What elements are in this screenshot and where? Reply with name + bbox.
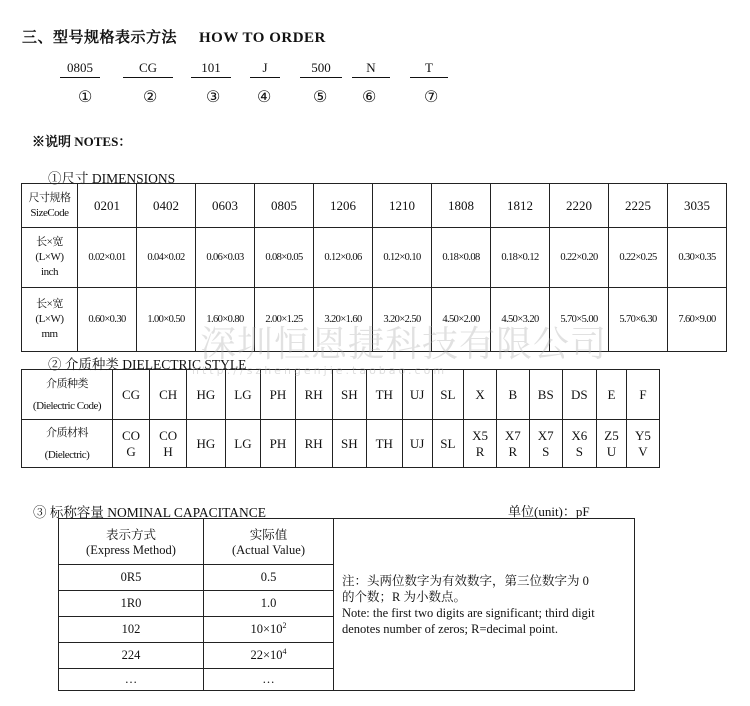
note-cn-2: 的个数；R 为小数点。 — [342, 589, 466, 604]
inch-cell: 0.08×0.05 — [255, 228, 314, 288]
material-top: Y5 — [635, 427, 651, 443]
capacitance-table — [58, 518, 635, 691]
dielectric-code-cell: E — [596, 370, 626, 420]
note-en-2: denotes number of zeros; R=decimal point. — [342, 621, 559, 636]
mm-cell: 2.00×1.25 — [255, 288, 314, 352]
size-cell: 0603 — [196, 184, 255, 228]
mm-cell: 1.60×0.80 — [196, 288, 255, 352]
actual-cell: … — [204, 669, 334, 691]
inch-cell: 0.06×0.03 — [196, 228, 255, 288]
actual-header-cn: 实际值 — [249, 528, 288, 542]
dielectric-code-cell: BS — [529, 370, 562, 420]
watermark-text: 深圳恒恩捷科技有限公司 — [200, 324, 608, 365]
inch-cell: 0.22×0.25 — [609, 228, 668, 288]
size-cell: 2225 — [609, 184, 668, 228]
actual-value: 10×10 — [250, 622, 283, 637]
express-header — [59, 519, 204, 565]
material-top: X5 — [472, 427, 488, 443]
dielectric-code-cell: SH — [332, 370, 366, 420]
title-en: HOW TO ORDER — [199, 30, 326, 46]
dielectric-material-cell: SL — [432, 420, 463, 468]
actual-exponent: 4 — [282, 647, 287, 657]
inch-cell: 0.18×0.08 — [432, 228, 491, 288]
mm-cell: 7.60×9.00 — [668, 288, 727, 352]
express-cell: 0R5 — [59, 565, 204, 591]
table-row — [59, 519, 635, 565]
dielectric-material-cell — [596, 420, 626, 468]
actual-header-en: (Actual Value) — [231, 543, 305, 557]
dielectric-code-header-en: (Dielectric Code) — [32, 399, 102, 412]
dielectric-material-cell: SH — [332, 420, 366, 468]
table-row — [22, 420, 660, 468]
dielectric-code-cell: F — [627, 370, 660, 420]
dielectric-material-cell — [562, 420, 596, 468]
material-bottom: S — [542, 443, 550, 459]
dielectric-code-cell: CG — [113, 370, 150, 420]
size-cell: 1808 — [432, 184, 491, 228]
mm-cell: 1.00×0.50 — [137, 288, 196, 352]
capacitance-unit: 单位(unit)：pF — [508, 504, 590, 519]
dielectric-material-cell — [496, 420, 529, 468]
material-top: CO — [159, 427, 178, 443]
mm-cell: 4.50×2.00 — [432, 288, 491, 352]
dielectric-code-cell: CH — [150, 370, 187, 420]
order-num-2: ② — [143, 89, 158, 106]
material-top: X7 — [504, 427, 521, 443]
mm-header-1: 长×宽 — [36, 298, 63, 310]
material-top: X6 — [571, 427, 588, 443]
material-top: CO — [122, 427, 141, 443]
size-header-cn: 尺寸规格 — [28, 191, 71, 204]
order-num-7: ⑦ — [424, 89, 439, 106]
capacitance-note — [334, 519, 635, 691]
title-cn: 三、型号规格表示方法 — [22, 30, 178, 46]
order-code-termination: N — [352, 60, 390, 78]
dimensions-label: ①尺寸 DIMENSIONS — [48, 171, 176, 186]
dielectric-material-header-en: (Dielectric) — [44, 448, 90, 461]
actual-value: 22×10 — [250, 648, 283, 663]
dielectric-material-cell: LG — [225, 420, 261, 468]
watermark-url: http://szhengenjie.taobao.com — [192, 364, 448, 377]
order-code-voltage: 500 — [300, 60, 342, 78]
order-code-tolerance: J — [250, 60, 280, 78]
dielectric-material-cell: UJ — [402, 420, 432, 468]
dielectric-code-cell: B — [496, 370, 529, 420]
dielectric-material-cell — [464, 420, 497, 468]
inch-cell: 0.22×0.20 — [550, 228, 609, 288]
material-bottom: V — [638, 443, 648, 459]
notes-label: ※说明 NOTES： — [32, 134, 132, 149]
table-row — [22, 370, 660, 420]
size-cell: 1210 — [373, 184, 432, 228]
order-code-capacitance: 101 — [191, 60, 231, 78]
size-cell: 2220 — [550, 184, 609, 228]
dielectric-material-cell: PH — [261, 420, 295, 468]
order-code-size: 0805 — [60, 60, 100, 78]
dielectric-material-cell — [150, 420, 187, 468]
dielectric-code-cell: RH — [295, 370, 332, 420]
dielectric-code-cell: PH — [261, 370, 295, 420]
inch-cell: 0.04×0.02 — [137, 228, 196, 288]
size-cell: 3035 — [668, 184, 727, 228]
inch-header — [22, 228, 78, 288]
mm-cell: 5.70×5.00 — [550, 288, 609, 352]
order-code-packaging: T — [410, 60, 448, 78]
dielectric-material-cell — [529, 420, 562, 468]
dielectric-code-cell: HG — [187, 370, 225, 420]
actual-cell: 0.5 — [204, 565, 334, 591]
mm-cell: 0.60×0.30 — [78, 288, 137, 352]
material-top: Z5 — [604, 427, 619, 443]
dielectric-code-header — [22, 370, 113, 420]
actual-header — [204, 519, 334, 565]
actual-cell — [204, 617, 334, 643]
table-row — [22, 184, 727, 228]
inch-header-1: 长×宽 — [36, 236, 63, 248]
express-header-cn: 表示方式 — [105, 528, 156, 542]
note-en-1: Note: the first two digits are significant; third digit — [342, 605, 595, 620]
dielectric-material-cell: HG — [187, 420, 225, 468]
size-cell: 1812 — [491, 184, 550, 228]
dielectric-code-cell: DS — [562, 370, 596, 420]
inch-cell: 0.02×0.01 — [78, 228, 137, 288]
express-cell: 224 — [59, 643, 204, 669]
dielectric-code-cell: TH — [366, 370, 402, 420]
dielectric-code-cell: X — [464, 370, 497, 420]
dielectric-material-cell: TH — [366, 420, 402, 468]
material-top: X7 — [537, 427, 554, 443]
material-bottom: H — [163, 443, 173, 459]
order-num-1: ① — [78, 89, 93, 106]
dielectric-material-header — [22, 420, 113, 468]
mm-header-2: (L×W) — [35, 313, 64, 325]
mm-cell: 3.20×1.60 — [314, 288, 373, 352]
dielectric-code-cell: SL — [432, 370, 463, 420]
mm-header — [22, 288, 78, 352]
material-bottom: G — [126, 443, 136, 459]
actual-cell — [204, 643, 334, 669]
material-bottom: U — [606, 443, 617, 459]
size-header-en: SizeCode — [30, 206, 69, 219]
order-num-5: ⑤ — [313, 89, 328, 106]
dielectric-label: ② 介质种类 DIELECTRIC STYLE — [48, 357, 247, 372]
material-bottom: R — [508, 443, 518, 459]
mm-cell: 5.70×6.30 — [609, 288, 668, 352]
actual-cell: 1.0 — [204, 591, 334, 617]
express-cell: … — [59, 669, 204, 691]
dielectric-code-cell: LG — [225, 370, 261, 420]
inch-header-2: (L×W) — [35, 251, 64, 263]
inch-header-3: inch — [41, 266, 58, 278]
actual-exponent: 2 — [282, 621, 287, 631]
order-num-4: ④ — [257, 89, 272, 106]
mm-cell: 3.20×2.50 — [373, 288, 432, 352]
order-num-3: ③ — [206, 89, 221, 106]
mm-cell: 4.50×3.20 — [491, 288, 550, 352]
material-bottom: R — [475, 443, 485, 459]
dielectric-material-cell — [627, 420, 660, 468]
inch-cell: 0.12×0.06 — [314, 228, 373, 288]
size-cell: 0402 — [137, 184, 196, 228]
order-code-dielectric: CG — [123, 60, 173, 78]
express-cell: 102 — [59, 617, 204, 643]
material-bottom: S — [575, 443, 583, 459]
order-num-6: ⑥ — [362, 89, 377, 106]
size-cell: 1206 — [314, 184, 373, 228]
note-cn-1: 注：头两位数字为有效数字，第三位数字为 0 — [342, 573, 589, 588]
express-cell: 1R0 — [59, 591, 204, 617]
table-row — [22, 228, 727, 288]
size-cell: 0805 — [255, 184, 314, 228]
page-title — [22, 26, 326, 47]
dielectric-material-cell — [113, 420, 150, 468]
express-header-en: (Express Method) — [86, 543, 176, 557]
dielectric-material-cell: RH — [295, 420, 332, 468]
mm-header-3: mm — [41, 328, 58, 340]
inch-cell: 0.18×0.12 — [491, 228, 550, 288]
dielectric-table — [21, 369, 660, 468]
inch-cell: 0.12×0.10 — [373, 228, 432, 288]
size-header — [22, 184, 78, 228]
dielectric-code-cell: UJ — [402, 370, 432, 420]
dielectric-code-header-cn: 介质种类 — [46, 377, 88, 390]
inch-cell: 0.30×0.35 — [668, 228, 727, 288]
capacitance-label: ③ 标称容量 NOMINAL CAPACITANCE — [33, 505, 267, 520]
dielectric-material-header-cn: 介质材料 — [46, 426, 88, 439]
size-cell: 0201 — [78, 184, 137, 228]
